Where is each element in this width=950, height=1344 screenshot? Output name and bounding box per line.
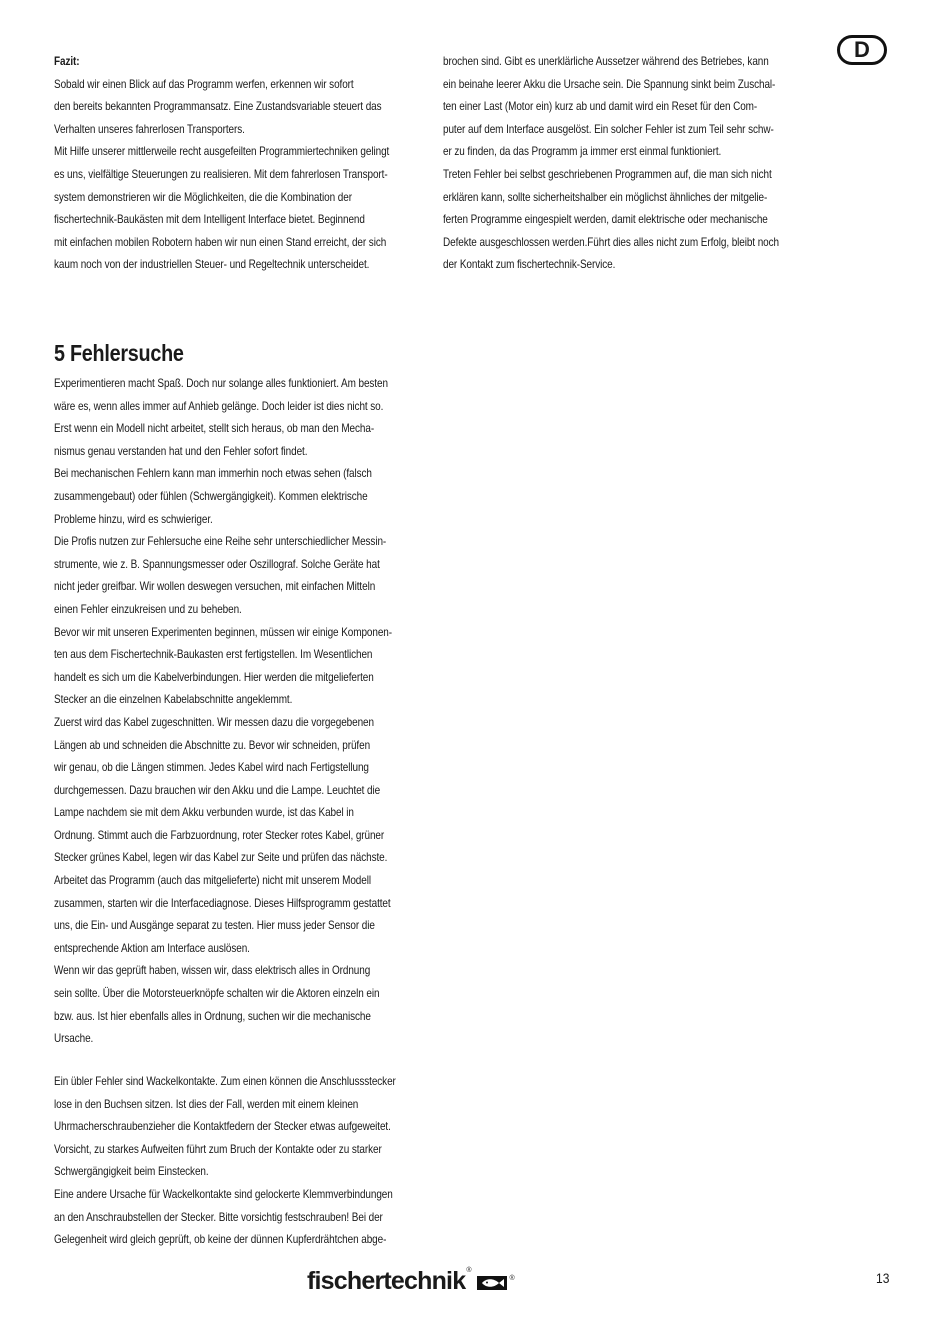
text-line: Gelegenheit wird gleich geprüft, ob keine der dünnen Kupferdrähtchen abge- (54, 1233, 387, 1247)
text-line: Die Profis nutzen zur Fehlersuche eine Reihe sehr unterschiedlicher Messin- (54, 535, 387, 549)
text-line: Ordnung. Stimmt auch die Farbzuordnung, roter Stecker rotes Kabel, grüner (54, 828, 385, 842)
fish-logo-icon (477, 1276, 507, 1290)
text-line: Uhrmacherschraubenzieher die Kontaktfedern der Stecker etwas aufgeweitet. (54, 1120, 391, 1134)
text-line: zusammengebaut) oder fühlen (Schwergängigkeit). Kommen elektrische (54, 489, 368, 503)
brand-name: fischertechnik (307, 1267, 466, 1295)
text-line: Stecker grünes Kabel, legen wir das Kabel zur Seite und prüfen das nächste. (54, 851, 388, 865)
text-line: Zuerst wird das Kabel zugeschnitten. Wir messen dazu die vorgegebenen (54, 715, 374, 729)
text-line: zusammen, starten wir die Interfacediagnose. Dieses Hilfsprogramm gestattet (54, 896, 391, 910)
text-line: Ein übler Fehler sind Wackelkontakte. Zum einen können die Anschlussstecker (54, 1075, 396, 1088)
text-line: Schwergängigkeit beim Einstecken. (54, 1165, 209, 1179)
text-line: sein sollte. Über die Motorsteuerknöpfe schalten wir die Aktoren einzeln ein (54, 987, 380, 1001)
fazit-block (54, 51, 415, 277)
brand-logo (307, 1267, 515, 1296)
text-line: Eine andere Ursache für Wackelkontakte sind gelockerte Klemmverbindungen (54, 1187, 393, 1201)
text-line: Wenn wir das geprüft haben, wissen wir, dass elektrisch alles in Ordnung (54, 964, 371, 978)
text-line: Sobald wir einen Blick auf das Programm werfen, erkennen wir sofort (54, 77, 354, 91)
fehlersuche-body (54, 373, 415, 1051)
text-line: nicht jeder greifbar. Wir wollen deswegen versuchen, mit einfachen Mitteln (54, 580, 376, 594)
text-line: Arbeitet das Programm (auch das mitgelieferte) nicht mit unserem Modell (54, 874, 371, 888)
text-line: puter auf dem Interface ausgelöst. Ein solcher Fehler ist zum Teil sehr schw- (443, 122, 774, 136)
text-line: an den Anschraubstellen der Stecker. Bitte vorsichtig festschrauben! Bei der (54, 1210, 383, 1224)
text-line: brochen sind. Gibt es unerklärliche Aussetzer während des Betriebes, kann (443, 55, 769, 68)
text-line: Vorsicht, zu starkes Aufweiten führt zum Bruch der Kontakte oder zu starker (54, 1142, 382, 1156)
text-line: entsprechende Aktion am Interface auslösen. (54, 941, 250, 955)
right-column-text (443, 51, 804, 277)
registered-mark: ® (466, 1267, 472, 1274)
text-line: wäre es, wenn alles immer auf Anhieb gelänge. Doch leider ist dies nicht so. (54, 399, 384, 413)
text-line: fischertechnik-Baukästen mit dem Intelligent Interface bietet. Beginnend (54, 213, 365, 227)
page-number: 13 (876, 1270, 890, 1286)
text-line: wir genau, ob die Längen stimmen. Jedes Kabel wird nach Fertigstellung (54, 761, 369, 775)
text-line: Treten Fehler bei selbst geschriebenen Programmen auf, die man sich nicht (443, 167, 772, 181)
text-line: der Kontakt zum fischertechnik-Service. (443, 258, 616, 272)
language-badge: D (837, 35, 887, 65)
text-line: Lampe nachdem sie mit dem Akku verbunden wurde, ist das Kabel in (54, 806, 354, 820)
text-line: handelt es sich um die Kabelverbindungen. Hier werden die mitgelieferten (54, 670, 374, 684)
section-title: 5 Fehlersuche (54, 340, 184, 366)
text-line: Bevor wir mit unseren Experimenten beginnen, müssen wir einige Komponen- (54, 625, 392, 639)
text-line: bzw. aus. Ist hier ebenfalls alles in Ordnung, suchen wir die mechanische (54, 1009, 371, 1023)
text-line: strumente, wie z. B. Spannungsmesser oder Oszillograf. Solche Geräte hat (54, 557, 380, 571)
text-line: kaum noch von der industriellen Steuer- und Regeltechnik unterscheidet. (54, 258, 370, 272)
text-line: mit einfachen mobilen Robotern haben wir nun einen Stand erreicht, der sich (54, 235, 387, 249)
text-line: Längen ab und schneiden die Abschnitte zu. Bevor wir schneiden, prüfen (54, 738, 371, 752)
text-line: ten aus dem Fischertechnik-Baukasten erst fertigstellen. Im Wesentlichen (54, 648, 373, 662)
text-line: Ursache. (54, 1032, 94, 1046)
text-line: einen Fehler einzukreisen und zu beheben. (54, 602, 242, 616)
text-line: system demonstrieren wir die Möglichkeiten, die die Kombination der (54, 190, 352, 204)
fehlersuche-body-continued (54, 1071, 415, 1252)
fazit-text (54, 74, 415, 277)
text-line: Bei mechanischen Fehlern kann man immerhin noch etwas sehen (falsch (54, 467, 372, 481)
text-line: uns, die Ein- und Ausgänge separat zu testen. Hier muss jeder Sensor die (54, 919, 375, 933)
text-line: Probleme hinzu, wird es schwieriger. (54, 512, 213, 526)
fazit-heading: Fazit: (54, 55, 80, 68)
text-line: ferten Programme eingespielt werden, damit elektrische oder mechanische (443, 213, 768, 227)
text-line: Verhalten unseres fahrerlosen Transporters. (54, 122, 245, 136)
text-line: er zu finden, da das Programm ja immer erst einmal funktioniert. (443, 145, 722, 159)
text-line: den bereits bekannten Programmansatz. Eine Zustandsvariable steuert das (54, 100, 382, 114)
text-line: durchgemessen. Dazu brauchen wir den Akku und die Lampe. Leuchtet die (54, 783, 381, 797)
registered-mark-2: ® (509, 1275, 515, 1282)
text-line: ein beinahe leerer Akku die Ursache sein. Die Spannung sinkt beim Zuschal- (443, 77, 776, 91)
text-line: Stecker an die einzelnen Kabelabschnitte angeklemmt. (54, 693, 293, 707)
text-line: erklären kann, sollte sicherheitshalber ein möglichst ähnliches der mitgelie- (443, 190, 768, 204)
text-line: es uns, vielfältige Steuerungen zu realisieren. Mit dem fahrerlosen Transport- (54, 167, 388, 181)
text-line: Mit Hilfe unserer mittlerweile recht ausgefeilten Programmiertechniken gelingt (54, 145, 390, 159)
text-line: ten einer Last (Motor ein) kurz ab und damit wird ein Reset für den Com- (443, 100, 758, 114)
text-line: nismus genau verstanden hat und den Fehler sofort findet. (54, 444, 308, 458)
text-line: lose in den Buchsen sitzen. Ist dies der Fall, werden mit einem kleinen (54, 1097, 359, 1111)
text-line: Defekte ausgeschlossen werden.Führt dies alles nicht zum Erfolg, bleibt noch (443, 235, 779, 249)
text-line: Experimentieren macht Spaß. Doch nur solange alles funktioniert. Am besten (54, 377, 388, 390)
text-line: Erst wenn ein Modell nicht arbeitet, stellt sich heraus, ob man den Mecha- (54, 422, 375, 436)
